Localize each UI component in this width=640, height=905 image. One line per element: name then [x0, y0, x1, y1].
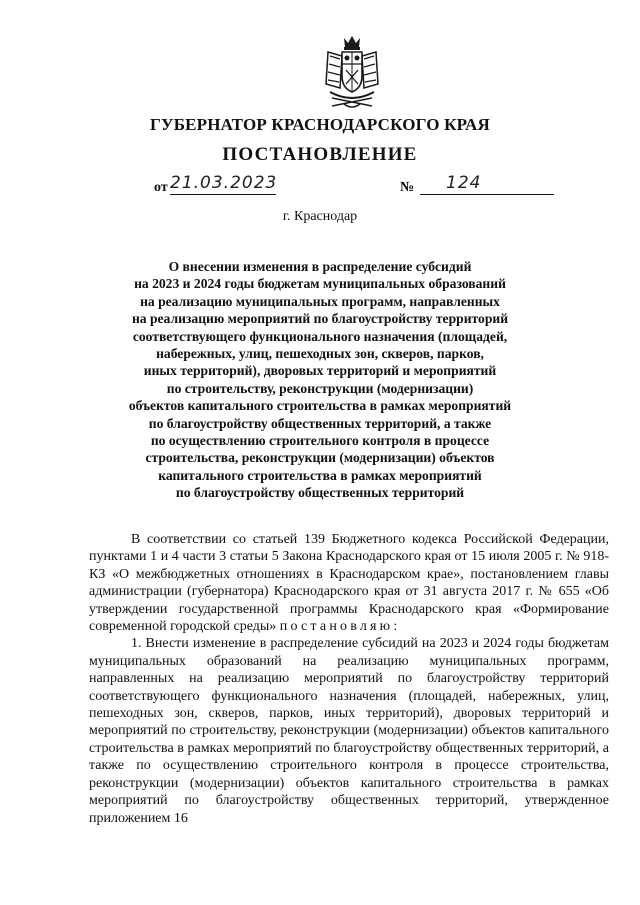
title-line: по благоустройству общественных территорий, а также: [148, 415, 492, 431]
document-body: [89, 531, 609, 827]
title-line: набережных, улиц, пешеходных зон, скверов, парков,: [156, 346, 484, 362]
document-type: ПОСТАНОВЛЕНИЕ: [222, 144, 418, 165]
title-line: по строительству, реконструкции (модернизации): [166, 380, 474, 396]
preamble-paragraph: [89, 531, 609, 635]
title-line: О внесении изменения в распределение субсидий: [168, 259, 472, 274]
title-line: на реализацию муниципальных программ, направленных: [140, 293, 500, 309]
coat-of-arms-icon: [322, 34, 382, 110]
preamble-text: В соответствии со статьей 139 Бюджетного кодекса Российской Федерации, пунктами 1 и 4 части 3 статьи 5 Закона Краснодарского края от 15 июля 2005 г. № 918-КЗ «О межбюджетных отношениях в Краснодарском крае», постановлением главы администрации (губернатора) Краснодарского края от 31 августа 2017 г. № 655 «Об утверждении государственной программы Краснодарского края «Формирование современной городской среды»: [89, 532, 609, 635]
document-title: [60, 258, 580, 502]
date-label: от: [154, 180, 168, 195]
title-line: по осуществлению строительного контроля в процессе: [150, 433, 490, 449]
issuing-authority: ГУБЕРНАТОР КРАСНОДАРСКОГО КРАЯ: [150, 115, 490, 134]
date-value: 21.03.2023: [170, 173, 278, 193]
title-line: на реализацию мероприятий по благоустройству территорий: [131, 311, 509, 327]
place-of-issue: г. Краснодар: [282, 209, 358, 224]
title-line: объектов капитального строительства в рамках мероприятий: [128, 398, 512, 414]
title-line: по благоустройству общественных территорий: [175, 485, 465, 501]
title-line: капитального строительства в рамках мероприятий: [158, 467, 482, 483]
decree-word: постановляю:: [279, 619, 401, 635]
title-line: иных территорий), дворовых территорий и мероприятий: [143, 363, 497, 379]
number-value: 124: [420, 172, 554, 195]
title-line: на 2023 и 2024 годы бюджетам муниципальных образований: [134, 276, 506, 292]
title-line: строительства, реконструкции (модернизации) объектов: [145, 450, 495, 466]
number-label: №: [400, 180, 415, 195]
item-1-paragraph: 1. Внести изменение в распределение субсидий на 2023 и 2024 годы бюджетам муниципальных образований на реализацию муниципальных программ, направленных на реализацию мероприятий по благоустройству территорий соответствующего функционального назначения (площадей, набережных, улиц, пешеходных зон, скверов, парков, иных территорий), дворовых территорий и мероприятий по строительству, реконструкции (модернизации) объектов капитального строительства в рамках мероприятий по благоустройству общественных территорий, а также по осуществлению строительного контроля в процессе строительства, реконструкции (модернизации) объектов капитального строительства в рамках мероприятий по благоустройству общественных территорий, утвержденное приложением 16: [89, 636, 609, 826]
title-line: соответствующего функционального назначения (площадей,: [132, 328, 508, 344]
